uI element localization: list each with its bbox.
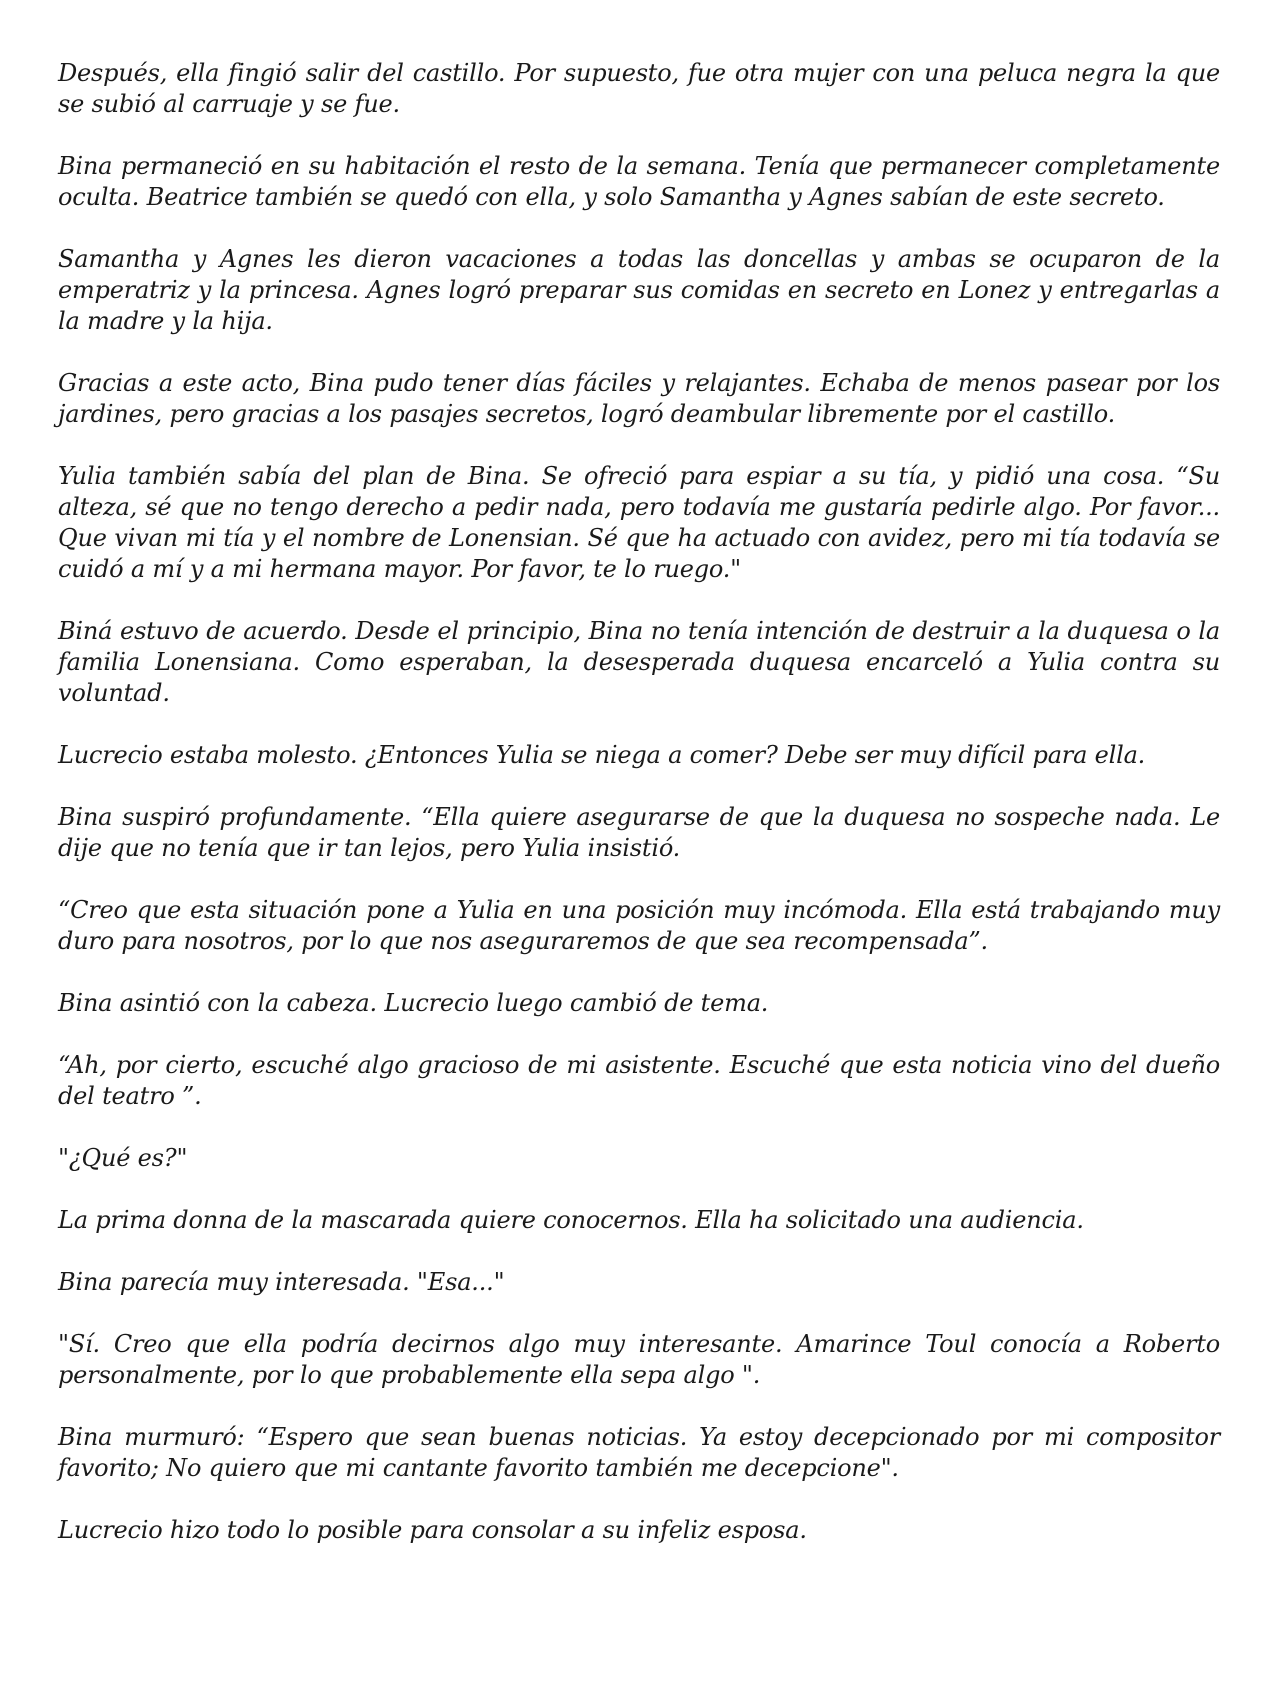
paragraph-10: Bina asintió con la cabeza. Lucrecio luego cambió de tema. xyxy=(58,989,769,1017)
paragraph-13: La prima donna de la mascarada quiere conocernos. Ella ha solicitado una audiencia. xyxy=(58,1206,1084,1234)
paragraph-8: Bina suspiró profundamente. “Ella quiere asegurarse de que la duquesa no sospeche nada. Le dije que no tenía que ir tan lejos, pero Yulia insistió. xyxy=(58,803,1220,862)
paragraph-12: "¿Qué es?" xyxy=(58,1144,188,1172)
paragraph-17: Lucrecio hizo todo lo posible para consolar a su infeliz esposa. xyxy=(58,1516,807,1544)
paragraph-3: Samantha y Agnes les dieron vacaciones a todas las doncellas y ambas se ocuparon de la emperatriz y la princesa. Agnes logró preparar sus comidas en secreto en Lonez y entregarlas a la madre y la hija. xyxy=(58,245,1220,335)
paragraph-15: "Sí. Creo que ella podría decirnos algo muy interesante. Amarince Toul conocía a Roberto personalmente, por lo que probablemente ella sepa algo ". xyxy=(58,1330,1220,1389)
paragraph-14: Bina parecía muy interesada. "Esa..." xyxy=(58,1268,505,1296)
paragraph-1: Después, ella fingió salir del castillo. Por supuesto, fue otra mujer con una peluca negra la que se subió al carruaje y se fue. xyxy=(58,59,1220,118)
paragraph-2: Bina permaneció en su habitación el resto de la semana. Tenía que permanecer completamente oculta. Beatrice también se quedó con ella, y solo Samantha y Agnes sabían de este secreto. xyxy=(58,152,1220,211)
paragraph-4: Gracias a este acto, Bina pudo tener días fáciles y relajantes. Echaba de menos pasear por los jardines, pero gracias a los pasajes secretos, logró deambular libremente por el castillo. xyxy=(58,369,1220,428)
paragraph-11: “Ah, por cierto, escuché algo gracioso de mi asistente. Escuché que esta noticia vino del dueño del teatro ”. xyxy=(58,1051,1220,1110)
paragraph-5: Yulia también sabía del plan de Bina. Se ofreció para espiar a su tía, y pidió una cosa. “Su alteza, sé que no tengo derecho a pedir nada, pero todavía me gustaría pedirle algo. Por favor... Que vivan mi tía y el nombre de Lonensian. Sé que ha actuado con avidez, pero mi tía todavía se cuidó a mí y a mi hermana mayor. Por favor, te lo ruego." xyxy=(58,462,1220,583)
paragraph-16: Bina murmuró: “Espero que sean buenas noticias. Ya estoy decepcionado por mi compositor favorito; No quiero que mi cantante favorito también me decepcione". xyxy=(58,1423,1220,1482)
paragraph-7: Lucrecio estaba molesto. ¿Entonces Yulia se niega a comer? Debe ser muy difícil para ella. xyxy=(58,741,1146,769)
paragraph-6: Biná estuvo de acuerdo. Desde el principio, Bina no tenía intención de destruir a la duquesa o la familia Lonensiana. Como esperaban, la desesperada duquesa encarceló a Yulia contra su voluntad. xyxy=(58,617,1220,707)
paragraph-9: “Creo que esta situación pone a Yulia en una posición muy incómoda. Ella está trabajando muy duro para nosotros, por lo que nos aseguraremos de que sea recompensada”. xyxy=(58,896,1220,955)
